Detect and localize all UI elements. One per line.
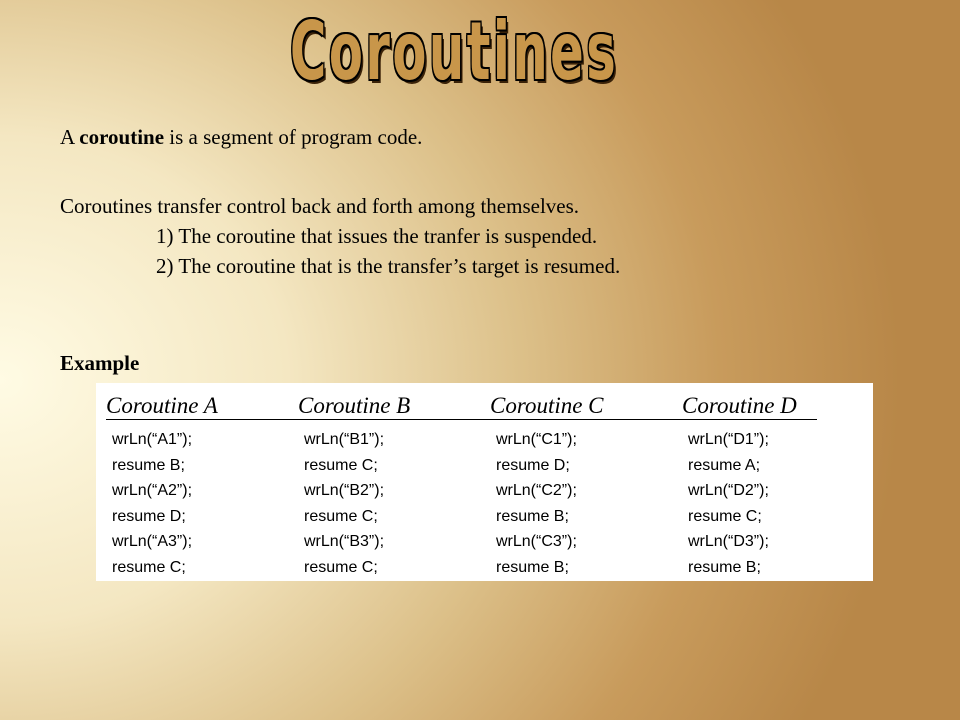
code-line: wrLn(“A1”); xyxy=(112,431,193,448)
coroutine-code-list xyxy=(298,427,483,580)
coroutine-heading: Coroutine A xyxy=(106,393,218,418)
code-line: wrLn(“C3”); xyxy=(496,533,577,550)
coroutine-example-panel xyxy=(96,383,873,581)
coroutine-column-c xyxy=(490,393,675,580)
coroutine-code-list xyxy=(682,427,867,580)
code-line: wrLn(“A2”); xyxy=(112,482,193,499)
code-line: wrLn(“B3”); xyxy=(304,533,385,550)
code-line: resume D; xyxy=(112,507,186,525)
slide-title: Coroutines xyxy=(290,5,619,98)
intro-paragraph xyxy=(60,122,422,152)
code-line: wrLn(“A3”); xyxy=(112,533,193,550)
transfer-point-2: 2) The coroutine that is the transfer’s target is resumed. xyxy=(156,254,621,278)
code-line: resume C; xyxy=(304,507,378,525)
intro-bold-term: coroutine xyxy=(79,125,165,149)
code-line: wrLn(“D2”); xyxy=(688,482,769,499)
coroutine-column-d xyxy=(682,393,867,580)
transfer-paragraph xyxy=(60,191,620,281)
code-line: resume B; xyxy=(496,507,569,525)
coroutine-column-a xyxy=(106,393,291,580)
intro-suffix: is a segment of program code. xyxy=(164,125,423,149)
code-line: resume C; xyxy=(688,507,762,525)
code-line: resume C; xyxy=(304,456,378,474)
code-line: wrLn(“D1”); xyxy=(688,431,769,448)
coroutine-code-list xyxy=(106,427,291,580)
coroutine-heading: Coroutine C xyxy=(490,393,604,418)
code-line: wrLn(“B2”); xyxy=(304,482,385,499)
code-line: wrLn(“B1”); xyxy=(304,431,385,448)
code-line: resume B; xyxy=(112,456,185,474)
code-line: resume B; xyxy=(496,558,569,576)
code-line: resume D; xyxy=(496,456,570,474)
transfer-lead: Coroutines transfer control back and forth among themselves. xyxy=(60,194,580,218)
coroutine-code-list xyxy=(490,427,675,580)
code-line: wrLn(“C2”); xyxy=(496,482,577,499)
code-line: wrLn(“C1”); xyxy=(496,431,577,448)
code-line: resume C; xyxy=(304,558,378,576)
code-line: resume B; xyxy=(688,558,761,576)
coroutine-column-b xyxy=(298,393,483,580)
transfer-point-1: 1) The coroutine that issues the tranfer is suspended. xyxy=(156,224,598,248)
code-line: resume A; xyxy=(688,456,761,474)
coroutine-heading: Coroutine B xyxy=(298,393,411,418)
intro-prefix: A xyxy=(60,125,80,149)
heading-underline xyxy=(106,419,817,420)
code-line: resume C; xyxy=(112,558,186,576)
code-line: wrLn(“D3”); xyxy=(688,533,769,550)
example-label: Example xyxy=(60,351,140,375)
coroutine-heading: Coroutine D xyxy=(682,393,797,418)
